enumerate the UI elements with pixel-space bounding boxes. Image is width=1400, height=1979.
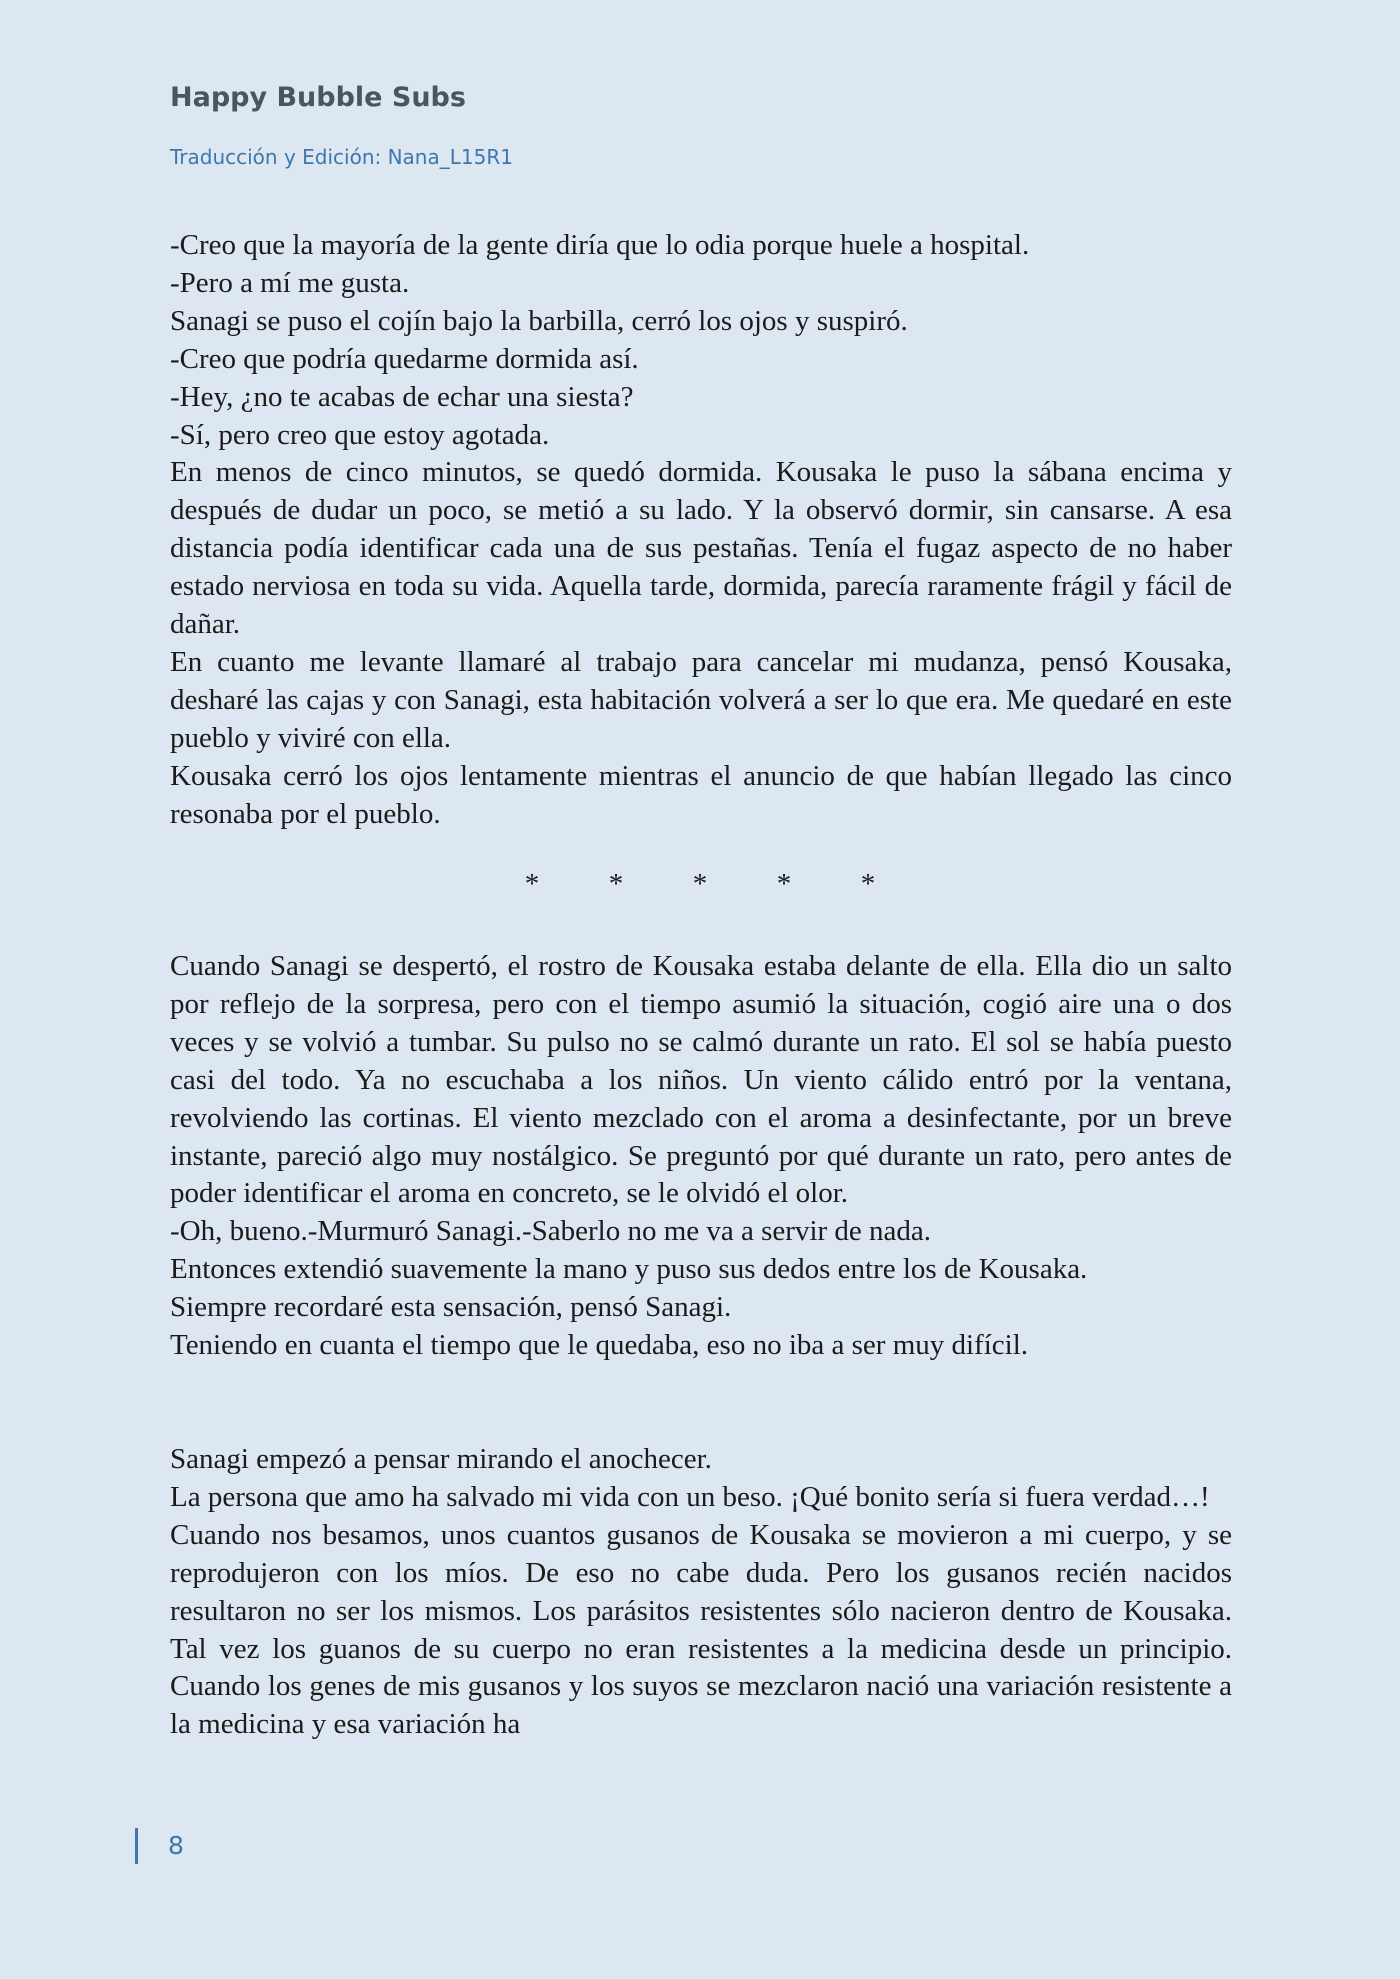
separator-star: * <box>692 868 708 900</box>
scene-separator <box>0 868 1400 901</box>
separator-star: * <box>860 868 876 900</box>
paragraph: -Oh, bueno.-Murmuró Sanagi.-Saberlo no me va a servir de nada. <box>170 1215 932 1248</box>
paragraph: Teniendo en cuanta el tiempo que le quedaba, eso no iba a ser muy difícil. <box>170 1329 1029 1362</box>
separator-star: * <box>524 868 540 900</box>
text-block-2 <box>170 948 1232 1365</box>
paragraph: -Hey, ¿no te acabas de echar una siesta? <box>170 380 634 413</box>
paragraph: Kousaka cerró los ojos lentamente mientras el anuncio de que habían llegado las cinco resonaba por el pueblo. <box>170 759 1232 830</box>
paragraph: -Creo que la mayoría de la gente diría que lo odia porque huele a hospital. <box>170 229 1030 261</box>
separator-star: * <box>776 868 792 900</box>
paragraph: En menos de cinco minutos, se quedó dormida. Kousaka le puso la sábana encima y después de dudar un poco, se metió a su lado. Y la observó dormir, sin cansarse. A esa distancia podía identificar cada una de sus pestañas. Tenía el fugaz aspecto de no haber estado nerviosa en toda su vida. Aquella tarde, dormida, parecía raramente frágil y fácil de dañar. <box>170 456 1232 641</box>
paragraph: Siempre recordaré esta sensación, pensó Sanagi. <box>170 1291 732 1324</box>
paragraph: La persona que amo ha salvado mi vida con un beso. ¡Qué bonito sería si fuera verdad…! <box>170 1480 1210 1513</box>
separator-star: * <box>608 868 624 900</box>
page-number: 8 <box>168 1831 184 1860</box>
paragraph: -Creo que podría quedarme dormida así. <box>170 342 639 375</box>
paragraph: Sanagi empezó a pensar mirando el anochecer. <box>170 1443 712 1475</box>
paragraph: Entonces extendió suavemente la mano y puso sus dedos entre los de Kousaka. <box>170 1253 1088 1286</box>
footer-accent-bar <box>135 1828 138 1864</box>
paragraph: Sanagi se puso el cojín bajo la barbilla, cerró los ojos y suspiró. <box>170 304 908 337</box>
header-title: Happy Bubble Subs <box>170 82 466 113</box>
paragraph: -Sí, pero creo que estoy agotada. <box>170 418 550 451</box>
paragraph: En cuanto me levante llamaré al trabajo para cancelar mi mudanza, pensó Kousaka, desharé las cajas y con Sanagi, esta habitación volverá a ser lo que era. Me quedaré en este pueblo y viviré con ella. <box>170 645 1232 754</box>
paragraph: Cuando Sanagi se despertó, el rostro de Kousaka estaba delante de ella. Ella dio un salto por reflejo de la sorpresa, pero con el tiempo asumió la situación, cogió aire una o dos veces y se volvió a tumbar. Su pulso no se calmó durante un rato. El sol se había puesto casi del todo. Ya no escuchaba a los niños. Un viento cálido entró por la ventana, revolviendo las cortinas. El viento mezclado con el aroma a desinfectante, por un breve instante, pareció algo muy nostálgico. Se preguntó por qué durante un rato, pero antes de poder identificar el aroma en concreto, se le olvidó el olor. <box>170 950 1232 1210</box>
paragraph: Cuando nos besamos, unos cuantos gusanos de Kousaka se movieron a mi cuerpo, y se reprodujeron con los míos. De eso no cabe duda. Pero los gusanos recién nacidos resultaron no ser los mismos. Los parásitos resistentes sólo nacieron dentro de Kousaka. Tal vez los guanos de su cuerpo no eran resistentes a la medicina desde un principio. Cuando los genes de mis gusanos y los suyos se mezclaron nació una variación resistente a la medicina y esa variación ha <box>170 1518 1232 1741</box>
text-block-1 <box>170 227 1232 834</box>
text-block-3 <box>170 1441 1232 1744</box>
header-subtitle: Traducción y Edición: Nana_L15R1 <box>170 145 513 169</box>
paragraph: -Pero a mí me gusta. <box>170 266 410 299</box>
